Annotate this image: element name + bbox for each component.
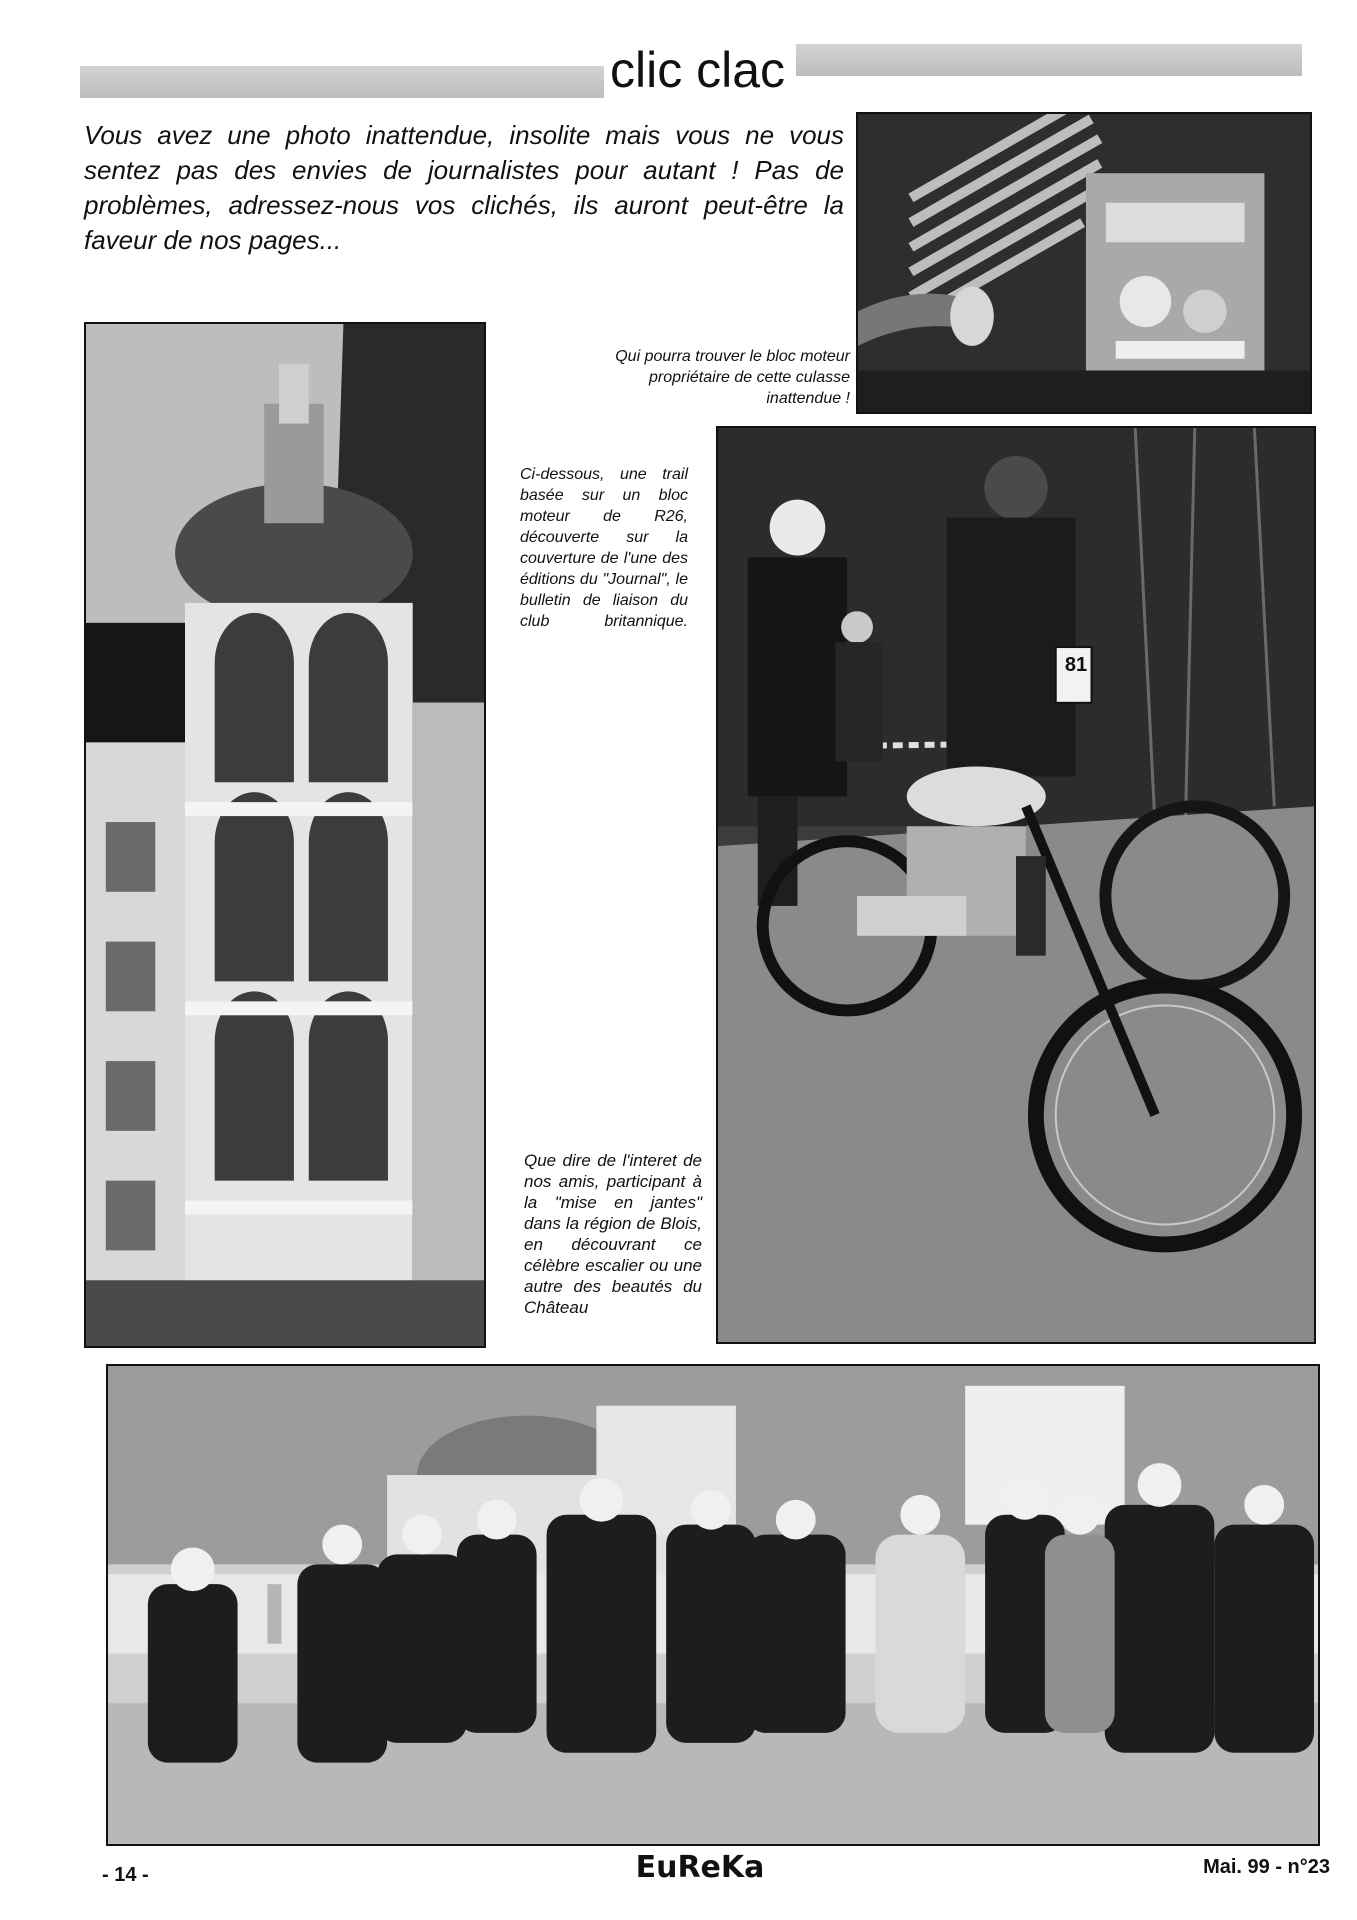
staircase-photo <box>84 322 486 1348</box>
page-title: clic clac <box>610 42 786 98</box>
title-bar-right <box>796 44 1302 76</box>
chateau-caption: Que dire de l'interet de nos amis, participant à la "mise en jantes" dans la région de Blois, en découvrant ce célèbre escalier ou une autre des beautés du Château <box>524 1151 702 1317</box>
group-photo <box>106 1364 1320 1846</box>
engine-caption: Qui pourra trouver le bloc moteur propriétaire de cette culasse inattendue ! <box>615 348 850 407</box>
intro-paragraph: Vous avez une photo inattendue, insolite mais vous ne vous sentez pas des envies de journalistes pour autant ! Pas de problèmes, adressez-nous vos clichés, ils auront peut-être la faveur de nos pages... <box>84 120 844 255</box>
trail-caption: Ci-dessous, une trail basée sur un bloc moteur de R26, découverte sur la couverture de l'une des éditions du "Journal", le bulletin de liaison du club britannique. <box>520 466 688 630</box>
engine-photo <box>856 112 1312 414</box>
page-number: - 14 - <box>102 1864 149 1886</box>
motorcycle-photo <box>716 426 1316 1344</box>
magazine-logo: EuReKa <box>635 1850 765 1885</box>
issue-info: Mai. 99 - n°23 <box>1203 1856 1330 1878</box>
title-bar-left <box>80 66 604 98</box>
bike-number-plate: 81 <box>1064 654 1088 676</box>
